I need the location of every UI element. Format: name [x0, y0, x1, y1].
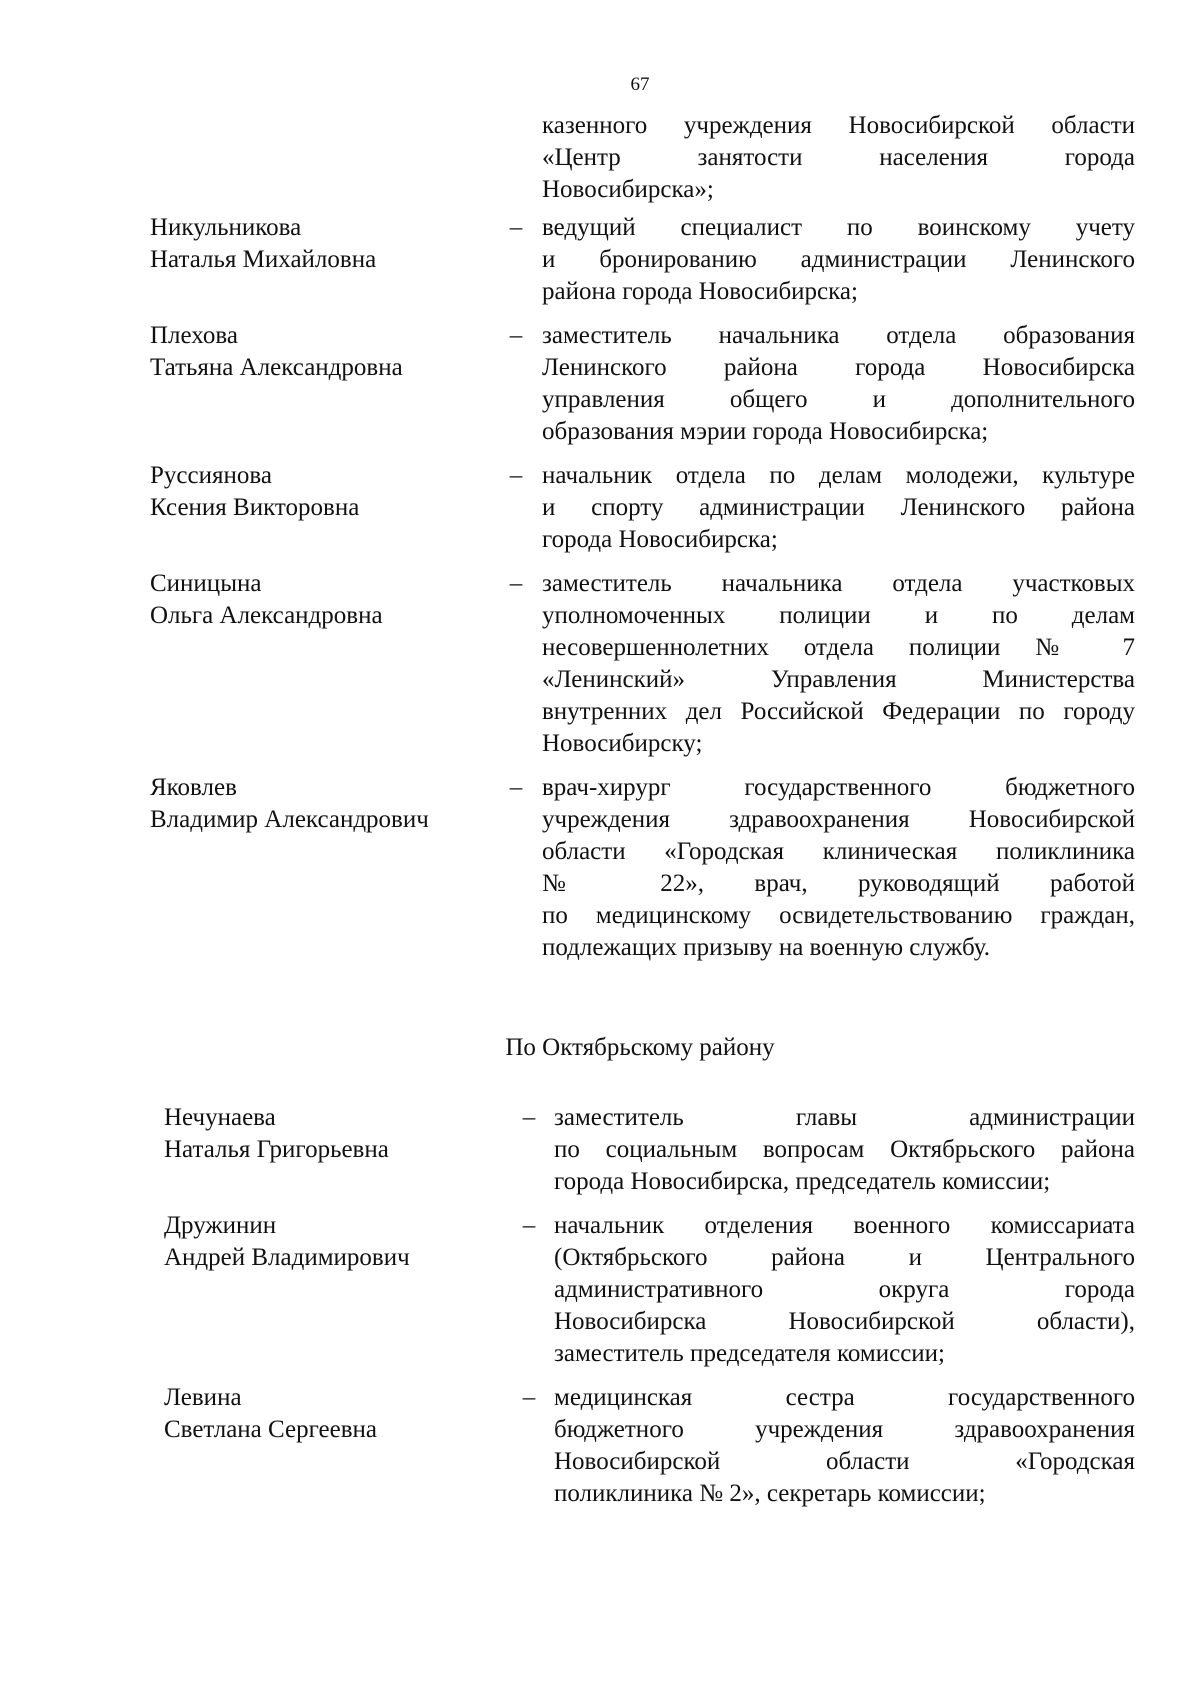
desc-line: и бронированию администрации Ленинского — [542, 246, 1135, 273]
desc-line: начальник отделения военного комиссариата — [554, 1212, 1135, 1239]
member-name — [150, 320, 490, 384]
member-position — [542, 460, 1135, 556]
desc-line: района города Новосибирска; — [542, 278, 858, 305]
desc-line: Ленинского района города Новосибирска — [542, 354, 1135, 381]
member-entry — [150, 212, 1135, 308]
desc-line: уполномоченных полиции и по делам — [542, 602, 1135, 629]
member-entry — [150, 320, 1135, 448]
member-surname: Левина — [164, 1384, 242, 1411]
member-name — [150, 212, 490, 276]
member-given-name: Наталья Григорьевна — [164, 1136, 389, 1163]
oktyabrsky-section — [164, 1102, 1135, 1510]
member-surname: Дружинин — [164, 1212, 277, 1239]
member-surname: Яковлев — [150, 774, 237, 801]
desc-line: Новосибирску; — [542, 730, 703, 757]
desc-line: внутренних дел Российской Федерации по городу — [542, 698, 1135, 725]
desc-line: образования мэрии города Новосибирска; — [542, 418, 989, 445]
desc-line: ведущий специалист по воинскому учету — [542, 214, 1135, 241]
member-surname: Руссиянова — [150, 462, 272, 489]
dash: – — [509, 570, 523, 597]
member-name — [150, 460, 490, 524]
member-entry — [164, 1102, 1135, 1198]
desc-line: казенного учреждения Новосибирской области — [542, 112, 1135, 139]
member-given-name: Андрей Владимирович — [164, 1244, 410, 1271]
desc-line: несовершеннолетних отдела полиции № 7 — [542, 634, 1135, 661]
member-given-name: Светлана Сергеевна — [164, 1416, 378, 1443]
member-given-name: Татьяна Александровна — [150, 354, 403, 381]
desc-line: города Новосибирска; — [542, 526, 778, 553]
member-given-name: Наталья Михайловна — [150, 246, 377, 273]
desc-line: «Ленинский» Управления Министерства — [542, 666, 1135, 693]
dash: – — [509, 462, 523, 489]
desc-line: «Центр занятости населения города — [542, 144, 1135, 171]
dash: – — [522, 1212, 536, 1239]
desc-line: № 22», врач, руководящий работой — [542, 870, 1135, 897]
desc-line: врач-хирург государственного бюджетного — [542, 774, 1135, 801]
dash: – — [522, 1104, 536, 1131]
desc-line: и спорту администрации Ленинского района — [542, 494, 1135, 521]
member-position — [542, 320, 1135, 448]
desc-line: заместитель главы администрации — [554, 1104, 1135, 1131]
desc-line: поликлиника № 2», секретарь комиссии; — [554, 1480, 986, 1507]
page-number: 67 — [630, 74, 650, 95]
member-position — [542, 212, 1135, 308]
member-name — [164, 1382, 504, 1446]
member-name — [164, 1210, 504, 1274]
member-entry — [150, 460, 1135, 556]
dash: – — [509, 774, 523, 801]
member-name — [150, 772, 490, 836]
member-entry — [150, 772, 1135, 964]
member-given-name: Ольга Александровна — [150, 602, 383, 629]
dash: – — [509, 322, 523, 349]
dash: – — [522, 1384, 536, 1411]
member-position — [554, 1102, 1135, 1198]
member-position — [542, 568, 1135, 760]
member-entry — [164, 1382, 1135, 1510]
desc-line: медицинская сестра государственного — [554, 1384, 1135, 1411]
member-surname: Синицына — [150, 570, 262, 597]
member-surname: Нечунаева — [164, 1104, 276, 1131]
member-position — [554, 1382, 1135, 1510]
desc-line: бюджетного учреждения здравоохранения — [554, 1416, 1135, 1443]
desc-line: начальник отдела по делам молодежи, культуре — [542, 462, 1135, 489]
desc-line: города Новосибирска, председатель комиссии; — [554, 1168, 1051, 1195]
continuation-entry — [150, 110, 1135, 206]
member-position — [554, 1210, 1135, 1370]
dash: – — [509, 214, 523, 241]
desc-line: Новосибирска»; — [542, 176, 714, 203]
desc-line: заместитель председателя комиссии; — [554, 1340, 946, 1367]
continuation-text — [542, 110, 1135, 206]
member-entry — [164, 1210, 1135, 1370]
desc-line: подлежащих призыву на военную службу. — [542, 934, 990, 961]
desc-line: учреждения здравоохранения Новосибирской — [542, 806, 1135, 833]
desc-line: заместитель начальника отдела участковых — [542, 570, 1135, 597]
district-heading: По Октябрьскому району — [505, 1034, 775, 1061]
member-entry — [150, 568, 1135, 760]
desc-line: заместитель начальника отдела образования — [542, 322, 1135, 349]
desc-line: Новосибирска Новосибирской области), — [554, 1308, 1135, 1335]
desc-line: Новосибирской области «Городская — [554, 1448, 1135, 1475]
member-surname: Плехова — [150, 322, 238, 349]
desc-line: (Октябрьского района и Центрального — [554, 1244, 1135, 1271]
member-position — [542, 772, 1135, 964]
member-given-name: Ксения Викторовна — [150, 494, 360, 521]
desc-line: административного округа города — [554, 1276, 1135, 1303]
member-name — [164, 1102, 504, 1166]
desc-line: области «Городская клиническая поликлиника — [542, 838, 1135, 865]
desc-line: управления общего и дополнительного — [542, 386, 1135, 413]
member-name — [150, 568, 490, 632]
desc-line: по социальным вопросам Октябрьского района — [554, 1136, 1135, 1163]
desc-line: по медицинскому освидетельствованию граждан, — [542, 902, 1135, 929]
member-given-name: Владимир Александрович — [150, 806, 429, 833]
leninsky-section — [150, 110, 1135, 964]
member-surname: Никульникова — [150, 214, 302, 241]
